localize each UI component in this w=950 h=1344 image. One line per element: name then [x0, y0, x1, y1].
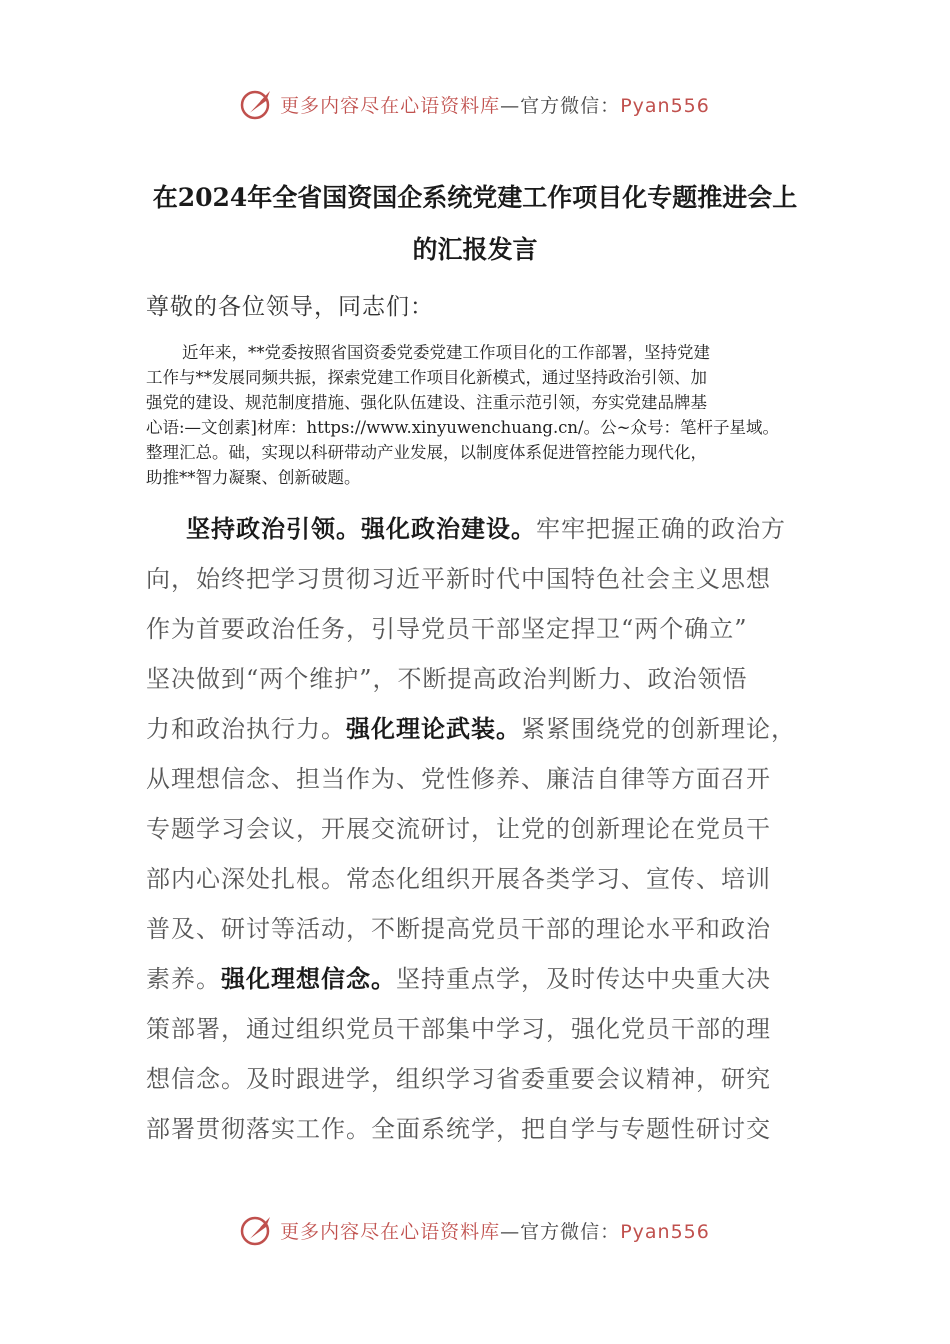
intro-line: 整理汇总。础，实现以科研带动产业发展，以制度体系促进管控能力现代化， [146, 443, 707, 462]
banner-text: 更多内容尽在心语资料库—官方微信：Pyan556 [280, 94, 710, 117]
heading-ideals-beliefs: 强化理想信念。 [221, 964, 396, 993]
body-line: 部署贯彻落实工作。全面系统学，把自学与专题性研讨交 [146, 1115, 771, 1143]
intro-line: 强党的建设、规范制度措施、强化队伍建设、注重示范引领，夯实党建品牌基 [146, 393, 707, 412]
banner-text: 更多内容尽在心语资料库—官方微信：Pyan556 [280, 1220, 710, 1243]
body-line: 普及、研讨等活动，不断提高党员干部的理论水平和政治 [146, 915, 771, 943]
intro-paragraph [146, 340, 846, 490]
quill-logo-icon [240, 87, 274, 121]
body-line: 策部署，通过组织党员干部集中学习，强化党员干部的理 [146, 1015, 771, 1043]
body-line: 力和政治执行力。强化理论武装。紧紧围绕党的创新理论， [146, 714, 796, 743]
body-line: 向，始终把学习贯彻习近平新时代中国特色社会主义思想 [146, 565, 771, 593]
title-line-2: 的汇报发言 [412, 235, 538, 264]
intro-line: 近年来，**党委按照省国资委党委党建工作项目化的工作部署，坚持党建 [182, 343, 710, 362]
salutation: 尊敬的各位领导，同志们： [146, 294, 434, 320]
body-line: 坚持政治引领。强化政治建设。牢牢把握正确的政治方 [186, 514, 786, 543]
intro-line: 心语:—文创素]材库：https://www.xinyuwenchuang.cn/。公~众号：笔杆子星域。 [146, 418, 779, 437]
body-line: 专题学习会议，开展交流研讨，让党的创新理论在党员干 [146, 815, 771, 843]
body-line: 作为首要政治任务，引导党员干部坚定捍卫“两个确立” [146, 615, 748, 643]
heading-political-leadership: 坚持政治引领。强化政治建设。 [186, 514, 536, 543]
header-banner [0, 82, 950, 126]
body-paragraph [146, 504, 836, 1154]
intro-line: 助推**智力凝聚、创新破题。 [146, 468, 361, 487]
intro-line: 工作与**发展同频共振，探索党建工作项目化新模式，通过坚持政治引领、加 [146, 368, 707, 387]
body-line: 部内心深处扎根。常态化组织开展各类学习、宣传、培训 [146, 865, 771, 893]
body-line: 坚决做到“两个维护”，不断提高政治判断力、政治领悟 [146, 665, 748, 693]
body-line: 想信念。及时跟进学，组织学习省委重要会议精神，研究 [146, 1065, 771, 1093]
body-line: 素养。强化理想信念。坚持重点学，及时传达中央重大决 [146, 964, 771, 993]
body-line: 从理想信念、担当作为、党性修养、廉洁自律等方面召开 [146, 765, 771, 793]
quill-logo-icon [240, 1213, 274, 1247]
document-title [110, 172, 840, 276]
title-line-1: 在2024年全省国资国企系统党建工作项目化专题推进会上 [152, 183, 798, 212]
heading-theory-armament: 强化理论武装。 [346, 714, 521, 743]
footer-banner [0, 1208, 950, 1252]
